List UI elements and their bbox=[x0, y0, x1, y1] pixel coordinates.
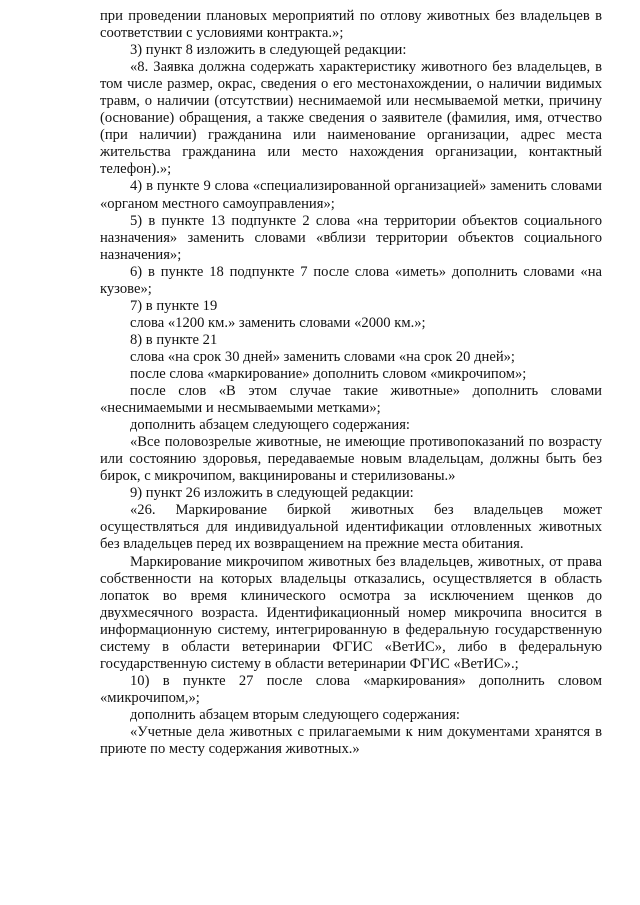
paragraph-3: «8. Заявка должна содержать характеристику животного без владельцев, в том числе размер, окрас, сведения о его местонахождении, о наличии видимых травм, о наличии (отсутствии) неснимаемой или несмываемой метки, причину (основание) обращения, а также сведения о заявителе (фамилия, имя, отчество (при наличии) гражданина или наименование организации, адрес места жительства гражданина или место нахождения организации, контактный телефон).»; bbox=[100, 59, 602, 178]
paragraph-7: 7) в пункте 19 bbox=[130, 297, 218, 314]
paragraph-13: дополнить абзацем следующего содержания: bbox=[130, 417, 410, 434]
paragraph-11: после слова «маркирование» дополнить словом «микрочипом»; bbox=[130, 365, 527, 382]
paragraph-4: 4) в пункте 9 слова «специализированной организацией» заменить словами «органом местного самоуправления»; bbox=[100, 178, 602, 212]
paragraph-2: 3) пункт 8 изложить в следующей редакции: bbox=[130, 42, 407, 59]
paragraph-17: Маркирование микрочипом животных без владельцев, животных, от права собственности на которых владельцы отказались, осуществляется в область лопаток во время клинического осмотра за исключением щенков до двухмесячного возраста. Идентификационный номер микрочипа вносится в информационную систему, интегрированную в федеральную государственную систему в области ветеринарии ФГИС «ВетИС», либо в федеральную государственную систему в области ветеринарии ФГИС «ВетИС».; bbox=[100, 553, 602, 672]
paragraph-1: при проведении плановых мероприятий по отлову животных без владельцев в соответствии с условиями контракта.»; bbox=[100, 8, 602, 42]
paragraph-6: 6) в пункте 18 подпункте 7 после слова «иметь» дополнить словами «на кузове»; bbox=[100, 263, 602, 297]
paragraph-18: 10) в пункте 27 после слова «маркирования» дополнить словом «микрочипом,»; bbox=[100, 672, 602, 706]
paragraph-10: слова «на срок 30 дней» заменить словами «на срок 20 дней»; bbox=[130, 348, 515, 365]
paragraph-16: «26. Маркирование биркой животных без владельцев может осуществляться для индивидуальной идентификации отловленных животных без владельцев перед их возвращением на прежние места обитания. bbox=[100, 502, 602, 553]
paragraph-12: после слов «В этом случае такие животные» дополнить словами «неснимаемыми и несмываемыми метками»; bbox=[100, 383, 602, 417]
paragraph-14: «Все половозрелые животные, не имеющие противопоказаний по возрасту или состоянию здоровья, передаваемые новым владельцам, должны быть без бирок, с микрочипом, вакцинированы и стерилизованы.» bbox=[100, 434, 602, 485]
paragraph-8: слова «1200 км.» заменить словами «2000 км.»; bbox=[130, 314, 426, 331]
paragraph-9: 8) в пункте 21 bbox=[130, 331, 218, 348]
paragraph-20: «Учетные дела животных с прилагаемыми к ним документами хранятся в приюте по месту содержания животных.» bbox=[100, 723, 602, 758]
paragraph-19: дополнить абзацем вторым следующего содержания: bbox=[130, 706, 460, 723]
paragraph-15: 9) пункт 26 изложить в следующей редакции: bbox=[130, 485, 414, 502]
paragraph-5: 5) в пункте 13 подпункте 2 слова «на территории объектов социального назначения» заменить словами «вблизи территории объектов социального назначения»; bbox=[100, 212, 602, 263]
